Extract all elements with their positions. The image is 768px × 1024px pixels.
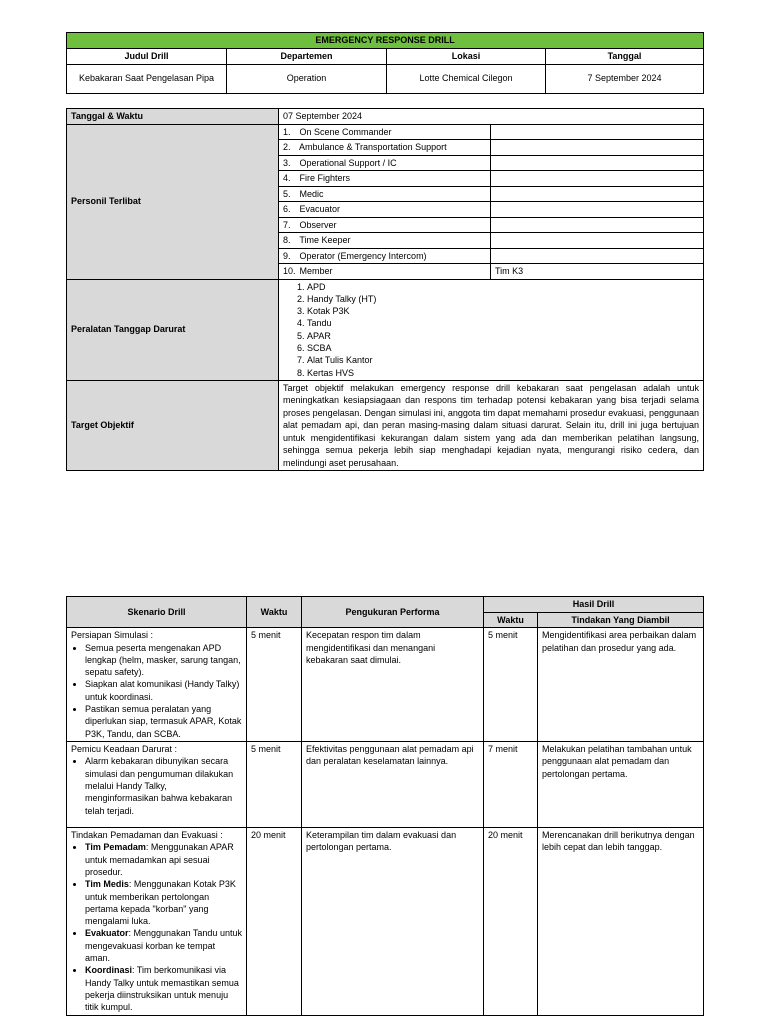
- tindakan-cell: Merencanakan drill berikutnya dengan lebih cepat dan lebih tanggap.: [538, 827, 704, 1015]
- equipment-item: 6. SCBA: [307, 342, 699, 354]
- personnel-role-text: Observer: [299, 219, 337, 230]
- bullet-text: Semua peserta mengenakan APD lengkap (helm, masker, sarung tangan, sepatu safety).: [85, 642, 241, 678]
- personnel-number: 2.: [283, 142, 291, 152]
- list-item: [85, 964, 242, 1013]
- list-item: [85, 678, 242, 703]
- bullet-bold: Tim Pemadam: [85, 842, 146, 853]
- value-tanggal: 7 September 2024: [546, 64, 704, 93]
- personnel-name: Tim K3: [491, 264, 704, 280]
- hasil-waktu-cell: 5 menit: [484, 628, 538, 742]
- personnel-name: [491, 140, 704, 156]
- scenario-bullets: [71, 755, 242, 816]
- column-header-tanggal: Tanggal: [546, 48, 704, 64]
- table-row: [67, 827, 704, 1015]
- personnel-role: [279, 124, 491, 140]
- header-table: [66, 32, 704, 94]
- personnel-role-text: Evacuator: [299, 204, 341, 214]
- equipment-cell: [279, 279, 704, 380]
- list-item: [85, 642, 242, 679]
- hasil-waktu-cell: 20 menit: [484, 827, 538, 1015]
- personnel-name: [491, 233, 704, 249]
- bullet-text: : Menggunakan APAR untuk memadamkan api sesuai prosedur.: [85, 842, 234, 877]
- scenario-cell: [67, 741, 247, 827]
- personnel-number: 7.: [283, 219, 291, 230]
- personnel-name: [491, 248, 704, 264]
- date-label: Tanggal & Waktu: [67, 109, 279, 125]
- header-hasil-waktu: Waktu: [484, 612, 538, 628]
- bullet-text: Pastikan semua peralatan yang diperlukan siap, termasuk APAR, Kotak P3K, Tandu, dan SCBA.: [85, 703, 242, 739]
- personnel-name: [491, 155, 704, 171]
- personnel-label: Personil Terlibat: [67, 124, 279, 279]
- scenario-cell: [67, 827, 247, 1015]
- personnel-role: [279, 264, 491, 280]
- personnel-number: 10.: [283, 266, 296, 276]
- personnel-number: 5.: [283, 188, 291, 199]
- scenario-title: Pemicu Keadaan Darurat :: [71, 743, 178, 754]
- personnel-role-text: Medic: [299, 188, 324, 199]
- column-header-lokasi: Lokasi: [387, 48, 546, 64]
- personnel-role-text: Operator (Emergency Intercom): [299, 250, 427, 261]
- date-value: 07 September 2024: [279, 109, 704, 125]
- personnel-role: [279, 233, 491, 249]
- personnel-name: [491, 186, 704, 202]
- bullet-text: : Tim berkomunikasi via Handy Talky untuk memastikan semua pekerja diinstruksikan untuk menuju titik kumpul.: [85, 965, 239, 1013]
- personnel-role-text: Operational Support / IC: [299, 157, 397, 168]
- equipment-item: 8. Kertas HVS: [307, 367, 699, 379]
- equipment-list: [283, 281, 699, 379]
- value-lokasi: Lotte Chemical Cilegon: [387, 64, 546, 93]
- waktu-cell: 5 menit: [247, 741, 302, 827]
- personnel-role: [279, 202, 491, 218]
- personnel-role: [279, 186, 491, 202]
- info-table: [66, 108, 704, 471]
- target-text: Target objektif melakukan emergency response drill kebakaran saat pengelasan adalah untuk meningkatkan kesiapsiagaan dan respons tim terhadap potensi kebakaran yang bisa terjadi selama proses pengelasan. Dengan simulasi ini, anggota tim dapat memahami prosedur evakuasi, penggunaan alat pemadam api, dan peran masing-masing dalam situasi darurat. Selain itu, drill ini juga bertujuan untuk mengidentifikasi kekurangan dalam sistem yang ada dan memberikan pelatihan langsung, sehingga semua pekerja lebih siap menghadapi kejadian nyata, mengurangi risiko cedera, dan melindungi aset perusahaan.: [279, 380, 704, 471]
- scenario-bullets: [71, 841, 242, 1013]
- target-label: Target Objektif: [67, 380, 279, 471]
- column-header-judul: Judul Drill: [67, 48, 227, 64]
- personnel-number: 8.: [283, 235, 291, 245]
- header-waktu: Waktu: [247, 597, 302, 628]
- equipment-item: 1. APD: [307, 281, 699, 293]
- personnel-name: [491, 124, 704, 140]
- personnel-role: [279, 140, 491, 156]
- personnel-number: 3.: [283, 157, 291, 168]
- scenario-cell: [67, 628, 247, 742]
- personnel-name: [491, 217, 704, 233]
- bullet-text: : Menggunakan Tandu untuk mengevakuasi korban ke tempat aman.: [85, 928, 242, 964]
- scenario-table: [66, 596, 704, 1016]
- personnel-name: [491, 202, 704, 218]
- equipment-item: 2. Handy Talky (HT): [307, 293, 699, 305]
- personnel-role: [279, 155, 491, 171]
- bullet-bold: Koordinasi: [85, 965, 133, 976]
- personnel-role-text: Time Keeper: [299, 235, 351, 245]
- bullet-bold: Tim Medis: [85, 879, 129, 890]
- list-item: [85, 878, 242, 927]
- personnel-role-text: Member: [299, 266, 333, 276]
- bullet-bold: Evakuator: [85, 928, 129, 939]
- personnel-role: [279, 217, 491, 233]
- personnel-number: 6.: [283, 204, 291, 214]
- waktu-cell: 20 menit: [247, 827, 302, 1015]
- scenario-bullets: [71, 642, 242, 740]
- pengukuran-cell: Kecepatan respon tim dalam mengidentifikasi dan menangani kebakaran saat dimulai.: [302, 628, 484, 742]
- equipment-label: Peralatan Tanggap Darurat: [67, 279, 279, 380]
- personnel-role: [279, 248, 491, 264]
- value-departemen: Operation: [227, 64, 387, 93]
- personnel-name: [491, 171, 704, 187]
- personnel-role-text: On Scene Commander: [299, 126, 392, 137]
- bullet-text: Alarm kebakaran dibunyikan secara simulasi dan pengumuman dilakukan melalui Handy Talky, menginformasikan bahwa kebakaran telah terjadi.: [85, 756, 234, 816]
- header-tindakan: Tindakan Yang Diambil: [538, 612, 704, 628]
- equipment-item: 3. Kotak P3K: [307, 305, 699, 317]
- personnel-role-text: Fire Fighters: [299, 173, 351, 183]
- table-row: [67, 628, 704, 742]
- scenario-title: Tindakan Pemadaman dan Evakuasi :: [71, 829, 223, 840]
- scenario-title: Persiapan Simulasi :: [71, 630, 154, 640]
- table-row: [67, 741, 704, 827]
- bullet-text: Siapkan alat komunikasi (Handy Talky) untuk koordinasi.: [85, 679, 240, 702]
- personnel-number: 9.: [283, 250, 291, 261]
- value-judul: Kebakaran Saat Pengelasan Pipa: [67, 64, 227, 93]
- tindakan-cell: Mengidentifikasi area perbaikan dalam pelatihan dan prosedur yang ada.: [538, 628, 704, 742]
- equipment-item: 4. Tandu: [307, 317, 699, 329]
- waktu-cell: 5 menit: [247, 628, 302, 742]
- personnel-number: 4.: [283, 173, 291, 183]
- header-skenario: Skenario Drill: [67, 597, 247, 628]
- pengukuran-cell: Efektivitas penggunaan alat pemadam api dan peralatan keselamatan lainnya.: [302, 741, 484, 827]
- list-item: [85, 755, 242, 816]
- tindakan-cell: Melakukan pelatihan tambahan untuk penggunaan alat pemadam dan pertolongan pertama.: [538, 741, 704, 827]
- list-item: [85, 927, 242, 964]
- column-header-departemen: Departemen: [227, 48, 387, 64]
- list-item: [85, 841, 242, 878]
- personnel-number: 1.: [283, 126, 291, 137]
- drill-title: EMERGENCY RESPONSE DRILL: [67, 33, 704, 49]
- equipment-item: 5. APAR: [307, 330, 699, 342]
- hasil-waktu-cell: 7 menit: [484, 741, 538, 827]
- personnel-role-text: Ambulance & Transportation Support: [299, 142, 447, 152]
- equipment-item: 7. Alat Tulis Kantor: [307, 354, 699, 366]
- pengukuran-cell: Keterampilan tim dalam evakuasi dan pertolongan pertama.: [302, 827, 484, 1015]
- personnel-role: [279, 171, 491, 187]
- list-item: [85, 703, 242, 740]
- header-hasil: Hasil Drill: [484, 597, 704, 613]
- bullet-text: : Menggunakan Kotak P3K untuk memberikan pertolongan pertama kepada "korban" yang mengalami luka.: [85, 879, 236, 927]
- header-pengukuran: Pengukuran Performa: [302, 597, 484, 628]
